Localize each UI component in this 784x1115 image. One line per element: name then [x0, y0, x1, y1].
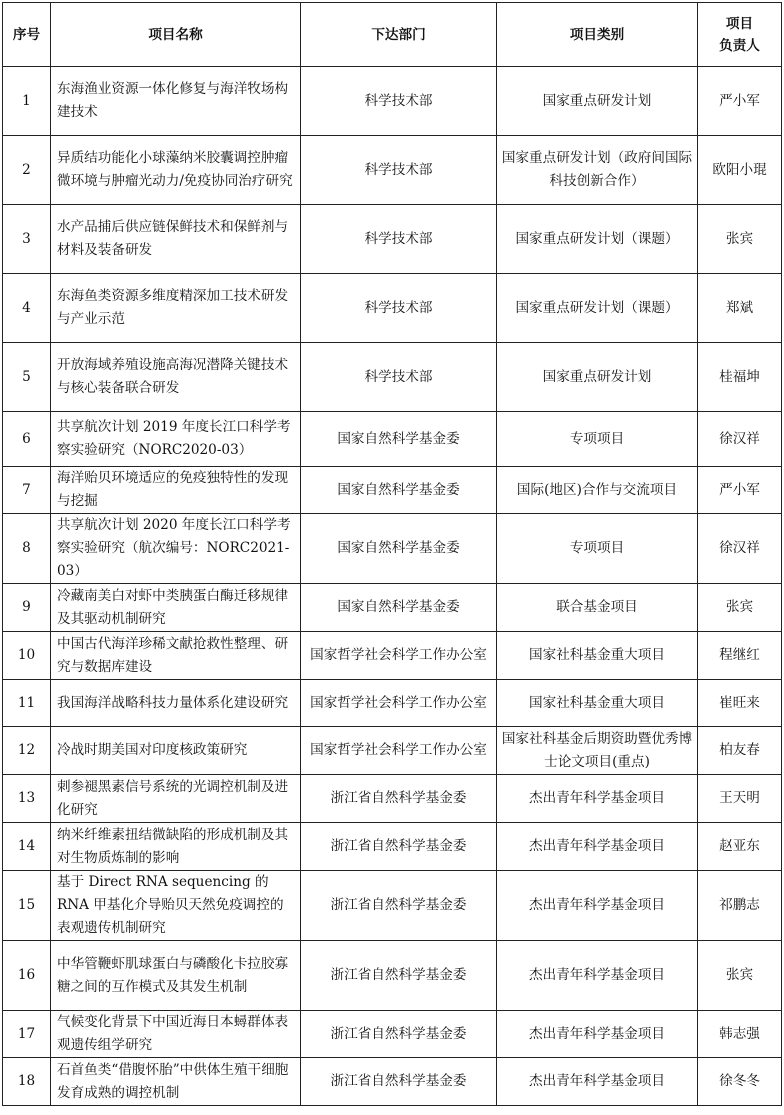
- cell-dept: 国家自然科学基金委: [301, 412, 497, 467]
- table-row: [3, 584, 782, 632]
- cell-no: 17: [3, 1011, 51, 1058]
- header-name: 项目名称: [51, 3, 301, 67]
- cell-dept: 科学技术部: [301, 274, 497, 343]
- cell-name: 中华管鞭虾肌球蛋白与磷酸化卡拉胶寡糖之间的互作模式及其发生机制: [51, 941, 301, 1011]
- cell-category: 国家社科基金重大项目: [497, 680, 698, 727]
- cell-name: 纳米纤维素扭结微缺陷的形成机制及其对生物质炼制的影响: [51, 823, 301, 871]
- cell-dept: 浙江省自然科学基金委: [301, 941, 497, 1011]
- cell-dept: 浙江省自然科学基金委: [301, 1011, 497, 1058]
- cell-leader: 严小军: [698, 467, 782, 514]
- table-row: [3, 680, 782, 727]
- cell-dept: 国家自然科学基金委: [301, 467, 497, 514]
- cell-no: 2: [3, 136, 51, 205]
- table-row: [3, 412, 782, 467]
- cell-name: 刺参褪黑素信号系统的光调控机制及进化研究: [51, 775, 301, 823]
- cell-category: 国家社科基金后期资助暨优秀博士论文项目(重点): [497, 727, 698, 775]
- cell-no: 16: [3, 941, 51, 1011]
- cell-leader: 祁鹏志: [698, 871, 782, 941]
- cell-name: 东海鱼类资源多维度精深加工技术研发与产业示范: [51, 274, 301, 343]
- cell-no: 1: [3, 67, 51, 136]
- cell-leader: 徐冬冬: [698, 1058, 782, 1106]
- cell-dept: 国家哲学社会科学工作办公室: [301, 632, 497, 680]
- cell-dept: 科学技术部: [301, 343, 497, 412]
- cell-dept: 科学技术部: [301, 136, 497, 205]
- cell-dept: 浙江省自然科学基金委: [301, 871, 497, 941]
- cell-no: 14: [3, 823, 51, 871]
- cell-name: 水产品捕后供应链保鲜技术和保鲜剂与材料及装备研发: [51, 205, 301, 274]
- cell-name: 我国海洋战略科技力量体系化建设研究: [51, 680, 301, 727]
- table-row: [3, 632, 782, 680]
- cell-leader: 张宾: [698, 941, 782, 1011]
- cell-name: 开放海域养殖设施高海况潜降关键技术与核心装备联合研发: [51, 343, 301, 412]
- cell-no: 9: [3, 584, 51, 632]
- header-leader-line2: 负责人: [719, 37, 760, 54]
- cell-no: 3: [3, 205, 51, 274]
- table-row: [3, 941, 782, 1011]
- cell-category: 杰出青年科学基金项目: [497, 775, 698, 823]
- cell-name: 基于 Direct RNA sequencing 的 RNA 甲基化介导贻贝天然免疫调控的表观遗传机制研究: [51, 871, 301, 941]
- table-row: [3, 274, 782, 343]
- cell-category: 专项项目: [497, 412, 698, 467]
- cell-leader: 徐汉祥: [698, 514, 782, 584]
- cell-dept: 浙江省自然科学基金委: [301, 823, 497, 871]
- cell-dept: 浙江省自然科学基金委: [301, 775, 497, 823]
- header-leader-line1: 项目: [725, 15, 754, 32]
- table-row: [3, 727, 782, 775]
- table-row: [3, 871, 782, 941]
- cell-category: 杰出青年科学基金项目: [497, 941, 698, 1011]
- cell-category: 杰出青年科学基金项目: [497, 823, 698, 871]
- cell-dept: 国家自然科学基金委: [301, 584, 497, 632]
- cell-no: 11: [3, 680, 51, 727]
- cell-category: 国家重点研发计划: [497, 67, 698, 136]
- table-row: [3, 514, 782, 584]
- cell-name: 冷藏南美白对虾中类胰蛋白酶迁移规律及其驱动机制研究: [51, 584, 301, 632]
- cell-name: 共享航次计划 2020 年度长江口科学考察实验研究（航次编号：NORC2021-03）: [51, 514, 301, 584]
- cell-leader: 赵亚东: [698, 823, 782, 871]
- table-row: [3, 205, 782, 274]
- table-row: [3, 775, 782, 823]
- cell-category: 杰出青年科学基金项目: [497, 871, 698, 941]
- table-row: [3, 343, 782, 412]
- cell-name: 东海渔业资源一体化修复与海洋牧场构建技术: [51, 67, 301, 136]
- cell-dept: 国家哲学社会科学工作办公室: [301, 680, 497, 727]
- cell-dept: 科学技术部: [301, 67, 497, 136]
- cell-name: 海洋贻贝环境适应的免疫独特性的发现与挖掘: [51, 467, 301, 514]
- cell-leader: 程继红: [698, 632, 782, 680]
- cell-no: 7: [3, 467, 51, 514]
- cell-no: 4: [3, 274, 51, 343]
- projects-table: [2, 2, 782, 1106]
- table-row: [3, 1011, 782, 1058]
- cell-name: 石首鱼类“借腹怀胎”中供体生殖干细胞发育成熟的调控机制: [51, 1058, 301, 1106]
- header-dept: 下达部门: [301, 3, 497, 67]
- cell-category: 联合基金项目: [497, 584, 698, 632]
- cell-leader: 柏友春: [698, 727, 782, 775]
- cell-no: 5: [3, 343, 51, 412]
- cell-no: 8: [3, 514, 51, 584]
- cell-leader: 崔旺来: [698, 680, 782, 727]
- cell-no: 6: [3, 412, 51, 467]
- cell-leader: 郑斌: [698, 274, 782, 343]
- cell-leader: 张宾: [698, 584, 782, 632]
- cell-leader: 王天明: [698, 775, 782, 823]
- cell-leader: 严小军: [698, 67, 782, 136]
- cell-dept: 浙江省自然科学基金委: [301, 1058, 497, 1106]
- cell-name: 冷战时期美国对印度核政策研究: [51, 727, 301, 775]
- table-row: [3, 823, 782, 871]
- cell-leader: 徐汉祥: [698, 412, 782, 467]
- header-no: 序号: [3, 3, 51, 67]
- cell-category: 国家重点研发计划（课题）: [497, 274, 698, 343]
- header-category: 项目类别: [497, 3, 698, 67]
- cell-category: 国家社科基金重大项目: [497, 632, 698, 680]
- cell-category: 国家重点研发计划: [497, 343, 698, 412]
- table-row: [3, 136, 782, 205]
- cell-no: 10: [3, 632, 51, 680]
- cell-category: 专项项目: [497, 514, 698, 584]
- cell-name: 气候变化背景下中国近海日本蟳群体表观遗传组学研究: [51, 1011, 301, 1058]
- cell-dept: 科学技术部: [301, 205, 497, 274]
- cell-category: 国家重点研发计划（课题）: [497, 205, 698, 274]
- table-row: [3, 1058, 782, 1106]
- cell-leader: 欧阳小琨: [698, 136, 782, 205]
- cell-name: 中国古代海洋珍稀文献抢救性整理、研究与数据库建设: [51, 632, 301, 680]
- table-header: [3, 3, 782, 67]
- cell-name: 异质结功能化小球藻纳米胶囊调控肿瘤微环境与肿瘤光动力/免疫协同治疗研究: [51, 136, 301, 205]
- cell-name: 共享航次计划 2019 年度长江口科学考察实验研究（NORC2020-03）: [51, 412, 301, 467]
- cell-leader: 韩志强: [698, 1011, 782, 1058]
- cell-no: 18: [3, 1058, 51, 1106]
- cell-dept: 国家自然科学基金委: [301, 514, 497, 584]
- cell-no: 13: [3, 775, 51, 823]
- cell-category: 杰出青年科学基金项目: [497, 1011, 698, 1058]
- table-body: [3, 67, 782, 1106]
- cell-category: 国际(地区)合作与交流项目: [497, 467, 698, 514]
- cell-no: 15: [3, 871, 51, 941]
- header-leader: [698, 3, 782, 67]
- cell-category: 国家重点研发计划（政府间国际科技创新合作）: [497, 136, 698, 205]
- cell-dept: 国家哲学社会科学工作办公室: [301, 727, 497, 775]
- cell-no: 12: [3, 727, 51, 775]
- cell-leader: 张宾: [698, 205, 782, 274]
- cell-leader: 桂福坤: [698, 343, 782, 412]
- cell-category: 杰出青年科学基金项目: [497, 1058, 698, 1106]
- table-row: [3, 467, 782, 514]
- table-row: [3, 67, 782, 136]
